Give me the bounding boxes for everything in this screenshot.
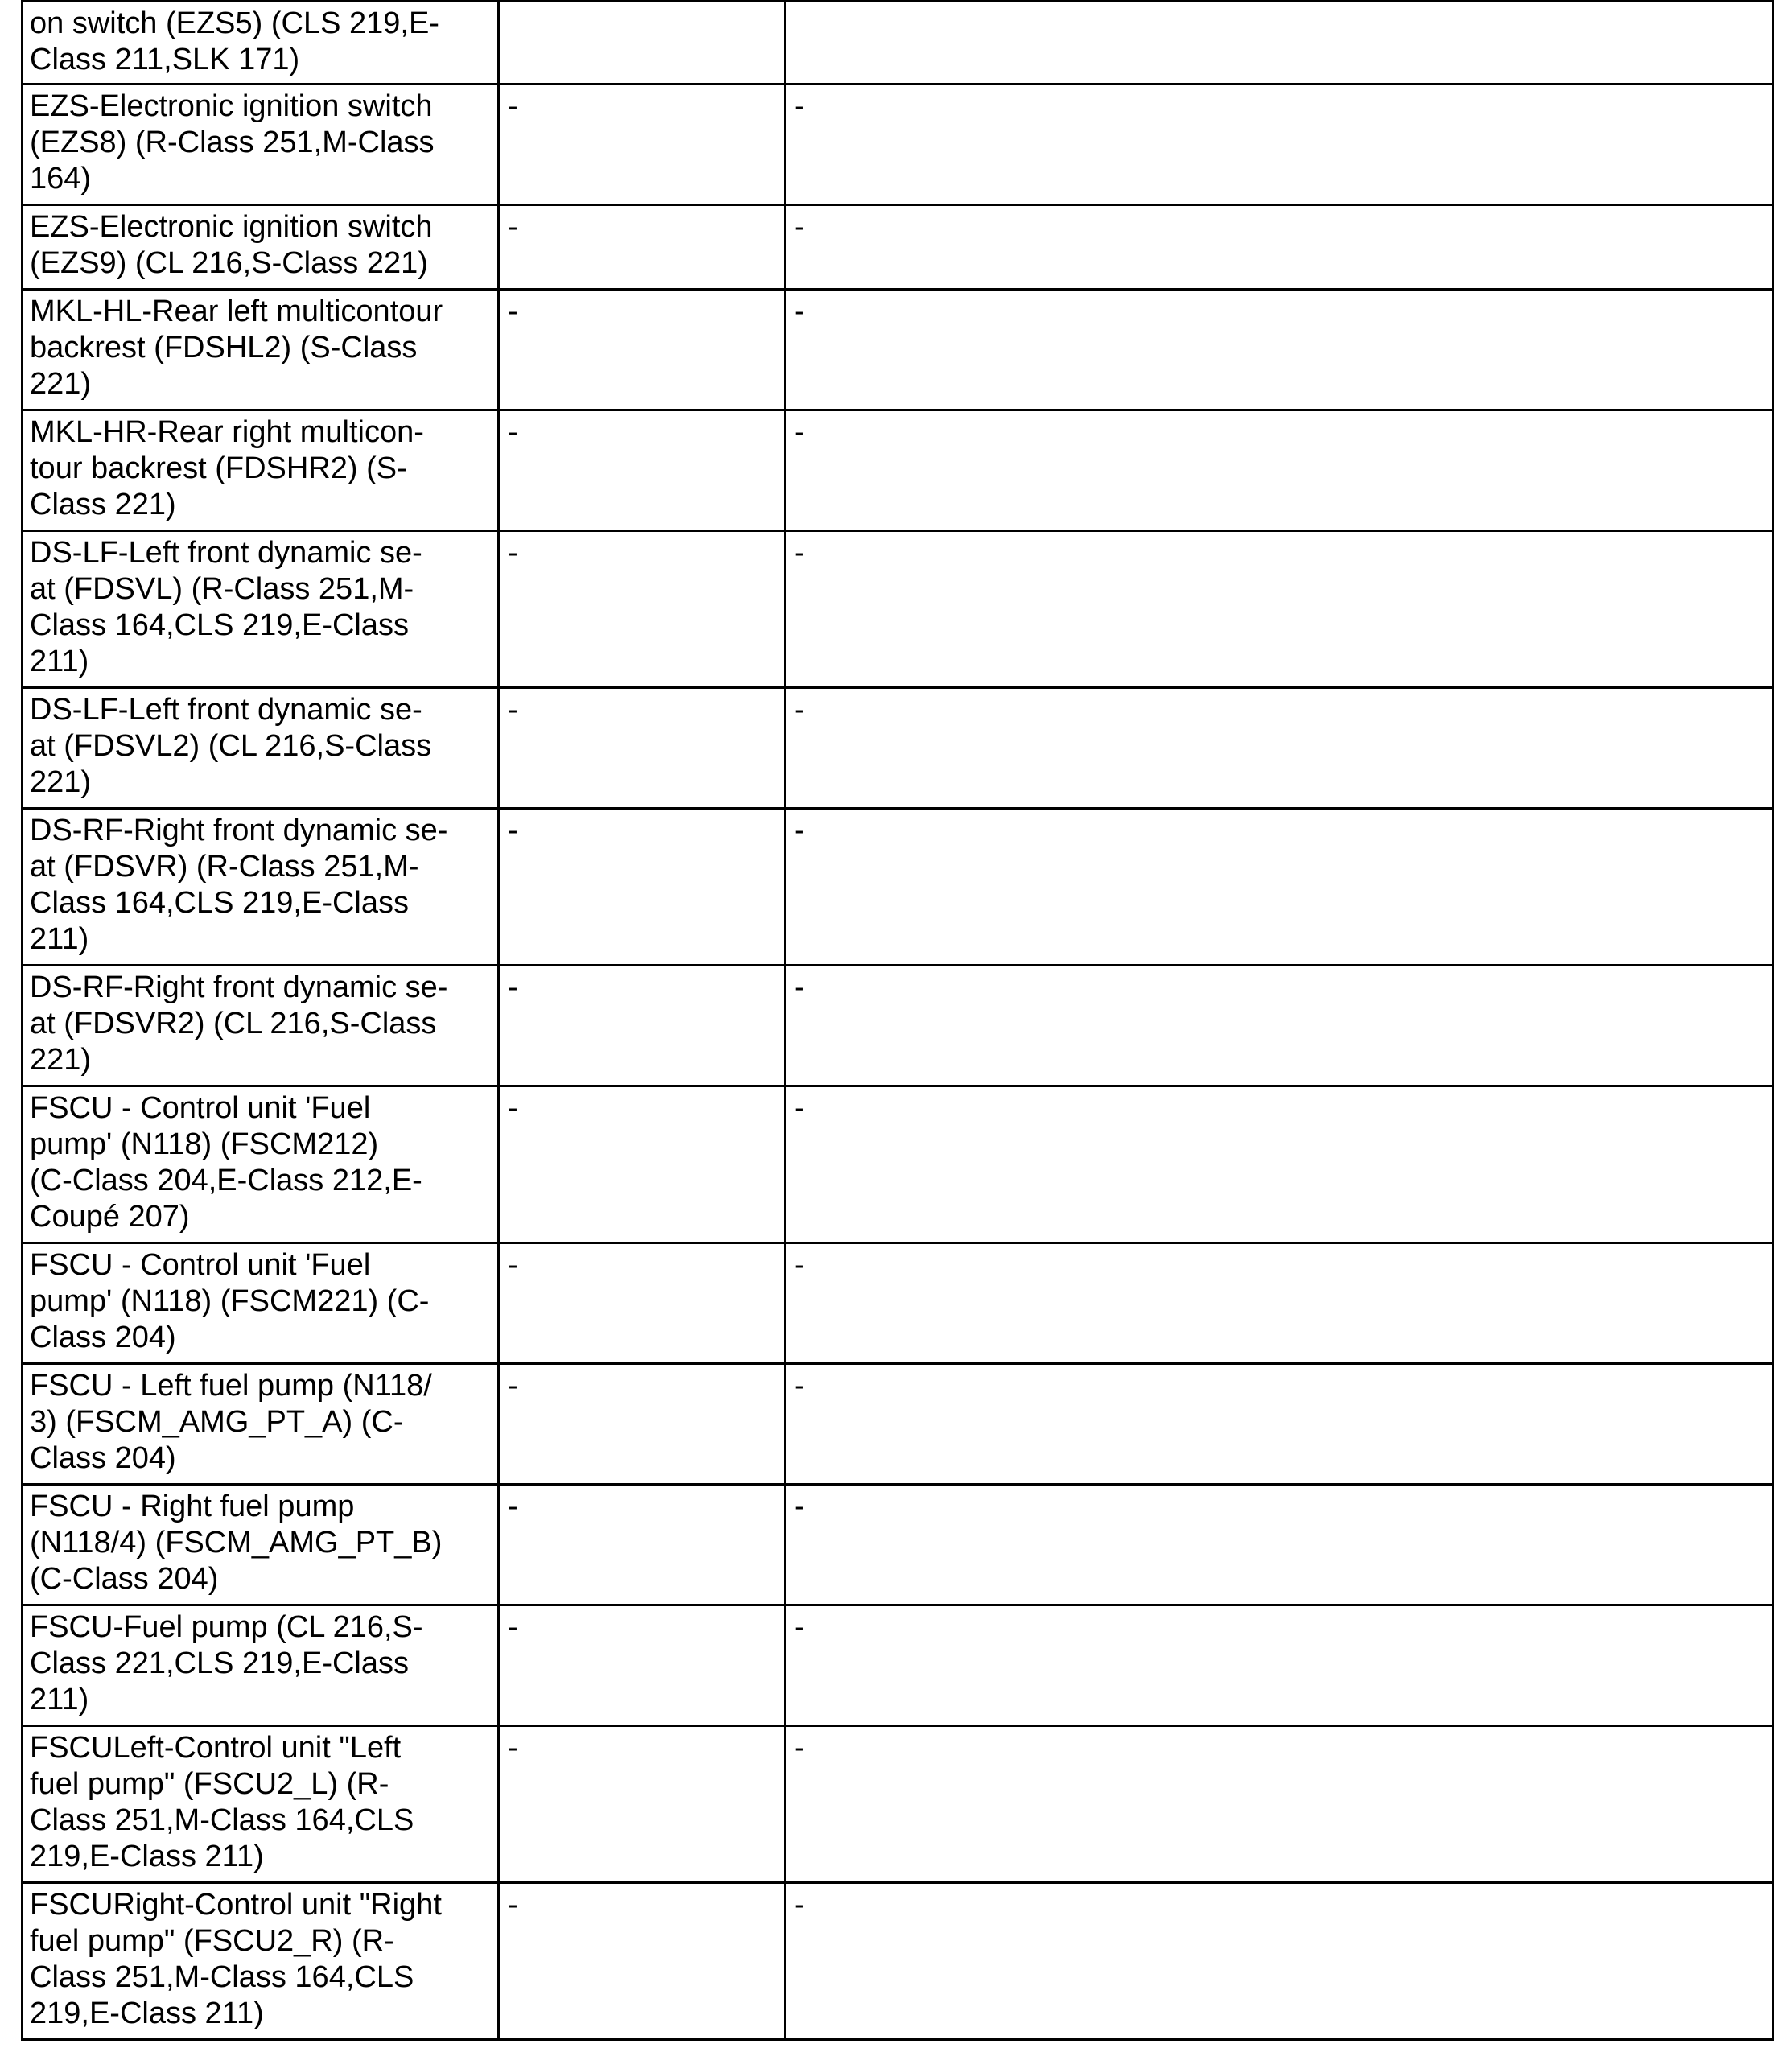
value-cell-3 (785, 2, 1773, 84)
value-cell-3: - (785, 290, 1773, 410)
document-page (21, 0, 1772, 2041)
value-cell-2: - (499, 531, 785, 688)
table-row (23, 1883, 1773, 2040)
value-cell-2: - (499, 1364, 785, 1485)
value-cell-2: - (499, 1086, 785, 1243)
table-row (23, 290, 1773, 410)
control-unit-name-cell: MKL-HR-Rear right multicon- tour backrest (FDSHR2) (S- Class 221) (23, 410, 499, 531)
table-row (23, 1485, 1773, 1605)
table-row (23, 1364, 1773, 1485)
control-unit-name-cell: MKL-HL-Rear left multicontour backrest (FDSHL2) (S-Class 221) (23, 290, 499, 410)
value-cell-3: - (785, 1364, 1773, 1485)
value-cell-2: - (499, 410, 785, 531)
table-row (23, 809, 1773, 966)
control-unit-name-cell: DS-RF-Right front dynamic se- at (FDSVR) (R-Class 251,M- Class 164,CLS 219,E-Class 211) (23, 809, 499, 966)
value-cell-3: - (785, 1605, 1773, 1726)
table-row (23, 1726, 1773, 1883)
control-unit-name-cell: on switch (EZS5) (CLS 219,E- Class 211,SLK 171) (23, 2, 499, 84)
table-row (23, 410, 1773, 531)
control-unit-name-cell: FSCU-Fuel pump (CL 216,S- Class 221,CLS 219,E-Class 211) (23, 1605, 499, 1726)
value-cell-3: - (785, 205, 1773, 290)
value-cell-2: - (499, 1726, 785, 1883)
table-row (23, 1605, 1773, 1726)
value-cell-2: - (499, 290, 785, 410)
control-unit-name-cell: FSCU - Control unit 'Fuel pump' (N118) (FSCM221) (C- Class 204) (23, 1243, 499, 1364)
value-cell-3: - (785, 84, 1773, 205)
value-cell-2: - (499, 966, 785, 1086)
value-cell-2: - (499, 688, 785, 809)
table-row (23, 84, 1773, 205)
table-row (23, 2, 1773, 84)
control-unit-name-cell: FSCURight-Control unit "Right fuel pump" (FSCU2_R) (R- Class 251,M-Class 164,CLS 219,E-Class 211) (23, 1883, 499, 2040)
control-unit-name-cell: FSCU - Left fuel pump (N118/ 3) (FSCM_AMG_PT_A) (C- Class 204) (23, 1364, 499, 1485)
table-row (23, 966, 1773, 1086)
table-row (23, 1086, 1773, 1243)
control-unit-name-cell: DS-LF-Left front dynamic se- at (FDSVL2) (CL 216,S-Class 221) (23, 688, 499, 809)
table-body (23, 2, 1773, 2040)
value-cell-2: - (499, 1605, 785, 1726)
table-row (23, 531, 1773, 688)
value-cell-3: - (785, 966, 1773, 1086)
control-unit-name-cell: FSCU - Right fuel pump (N118/4) (FSCM_AMG_PT_B) (C-Class 204) (23, 1485, 499, 1605)
value-cell-2: - (499, 205, 785, 290)
value-cell-3: - (785, 1243, 1773, 1364)
control-unit-name-cell: EZS-Electronic ignition switch (EZS8) (R-Class 251,M-Class 164) (23, 84, 499, 205)
value-cell-2: - (499, 84, 785, 205)
value-cell-3: - (785, 1726, 1773, 1883)
control-unit-name-cell: DS-RF-Right front dynamic se- at (FDSVR2) (CL 216,S-Class 221) (23, 966, 499, 1086)
value-cell-2: - (499, 1883, 785, 2040)
value-cell-3: - (785, 809, 1773, 966)
value-cell-3: - (785, 410, 1773, 531)
value-cell-3: - (785, 531, 1773, 688)
control-unit-name-cell: DS-LF-Left front dynamic se- at (FDSVL) (R-Class 251,M- Class 164,CLS 219,E-Class 211) (23, 531, 499, 688)
control-unit-table (21, 0, 1774, 2041)
control-unit-name-cell: FSCU - Control unit 'Fuel pump' (N118) (FSCM212) (C-Class 204,E-Class 212,E- Coupé 207) (23, 1086, 499, 1243)
value-cell-2: - (499, 1485, 785, 1605)
table-row (23, 688, 1773, 809)
value-cell-3: - (785, 1086, 1773, 1243)
control-unit-name-cell: FSCULeft-Control unit "Left fuel pump" (FSCU2_L) (R- Class 251,M-Class 164,CLS 219,E-Class 211) (23, 1726, 499, 1883)
value-cell-2: - (499, 809, 785, 966)
value-cell-2: - (499, 1243, 785, 1364)
control-unit-name-cell: EZS-Electronic ignition switch (EZS9) (CL 216,S-Class 221) (23, 205, 499, 290)
table-row (23, 1243, 1773, 1364)
value-cell-3: - (785, 688, 1773, 809)
value-cell-3: - (785, 1883, 1773, 2040)
table-row (23, 205, 1773, 290)
value-cell-3: - (785, 1485, 1773, 1605)
value-cell-2 (499, 2, 785, 84)
